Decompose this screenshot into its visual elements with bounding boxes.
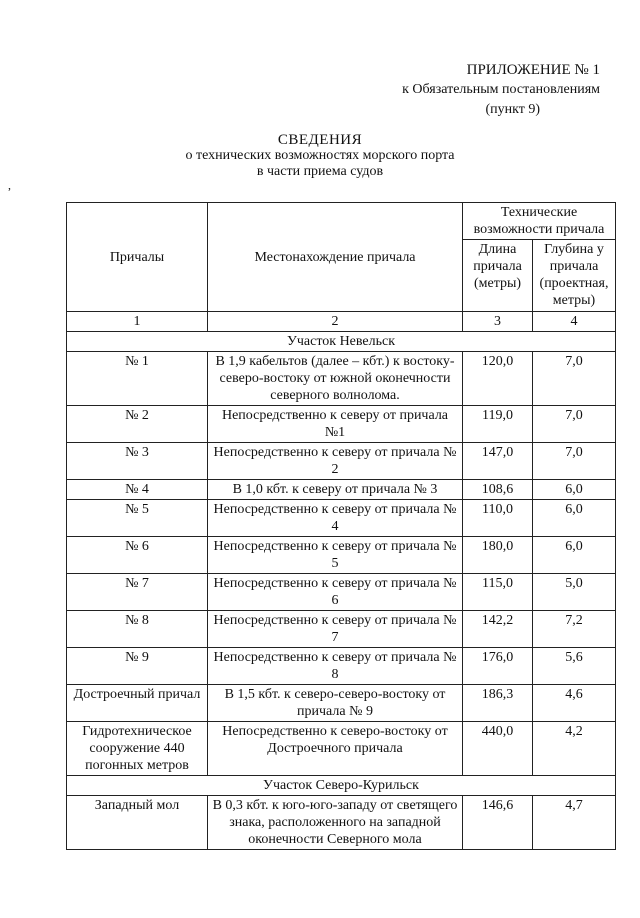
document-subtitle-1: о технических возможностях морского порта xyxy=(185,148,455,163)
section-name: Участок Северо-Курильск xyxy=(67,776,616,796)
section-row xyxy=(67,776,616,796)
cell-length: 110,0 xyxy=(463,500,533,537)
cell-berth: Достроечный причал xyxy=(67,685,208,722)
table-row xyxy=(67,648,616,685)
cell-depth: 7,0 xyxy=(533,443,616,480)
cell-depth: 6,0 xyxy=(533,500,616,537)
cell-depth: 4,6 xyxy=(533,685,616,722)
colnum-1: 1 xyxy=(67,312,208,332)
cell-location: Непосредственно к северу от причала № 8 xyxy=(208,648,463,685)
cell-location: В 1,5 кбт. к северо-северо-востоку от причала № 9 xyxy=(208,685,463,722)
cell-length: 120,0 xyxy=(463,352,533,406)
cell-depth: 7,0 xyxy=(533,406,616,443)
table-row xyxy=(67,480,616,500)
cell-length: 108,6 xyxy=(463,480,533,500)
cell-location: Непосредственно к северу от причала № 6 xyxy=(208,574,463,611)
cell-length: 186,3 xyxy=(463,685,533,722)
cell-berth: № 8 xyxy=(67,611,208,648)
header-berths: Причалы xyxy=(67,203,208,312)
cell-berth: № 5 xyxy=(67,500,208,537)
cell-berth: № 9 xyxy=(67,648,208,685)
cell-location: Непосредственно к северу от причала №1 xyxy=(208,406,463,443)
header-tech: Технические возможности причала xyxy=(463,203,616,240)
table-row xyxy=(67,537,616,574)
cell-berth: № 3 xyxy=(67,443,208,480)
cell-location: Непосредственно к северо-востоку от Достроечного причала xyxy=(208,722,463,776)
document-title: СВЕДЕНИЯ xyxy=(277,132,363,148)
cell-location: В 1,0 кбт. к северу от причала № 3 xyxy=(208,480,463,500)
cell-length: 180,0 xyxy=(463,537,533,574)
cell-location: В 0,3 кбт. к юго-юго-западу от светящего знака, расположенного на западной оконечности Северного мола xyxy=(208,796,463,850)
cell-length: 115,0 xyxy=(463,574,533,611)
cell-length: 146,6 xyxy=(463,796,533,850)
cell-location: В 1,9 кабельтов (далее – кбт.) к востоку-северо-востоку от южной оконечности северного волнолома. xyxy=(208,352,463,406)
document-header xyxy=(0,132,640,180)
cell-berth: № 4 xyxy=(67,480,208,500)
colnum-4: 4 xyxy=(533,312,616,332)
appendix-reference: к Обязательным постановлениям xyxy=(402,82,600,97)
berths-table xyxy=(66,202,616,850)
section-row xyxy=(67,332,616,352)
cell-berth: № 1 xyxy=(67,352,208,406)
cell-depth: 5,6 xyxy=(533,648,616,685)
table-row xyxy=(67,722,616,776)
cell-berth: № 2 xyxy=(67,406,208,443)
cell-depth: 7,0 xyxy=(533,352,616,406)
appendix-title: ПРИЛОЖЕНИЕ № 1 xyxy=(466,62,600,78)
cell-depth: 7,2 xyxy=(533,611,616,648)
cell-location: Непосредственно к северу от причала № 4 xyxy=(208,500,463,537)
table-row xyxy=(67,500,616,537)
table-row xyxy=(67,611,616,648)
cell-location: Непосредственно к северу от причала № 2 xyxy=(208,443,463,480)
cell-depth: 4,2 xyxy=(533,722,616,776)
cell-length: 142,2 xyxy=(463,611,533,648)
table-row xyxy=(67,796,616,850)
header-location: Местонахождение причала xyxy=(208,203,463,312)
cell-berth: Гидротехническое сооружение 440 погонных метров xyxy=(67,722,208,776)
cell-depth: 5,0 xyxy=(533,574,616,611)
cell-length: 147,0 xyxy=(463,443,533,480)
colnum-2: 2 xyxy=(208,312,463,332)
header-length: Длина причала (метры) xyxy=(463,240,533,312)
cell-length: 440,0 xyxy=(463,722,533,776)
table-row xyxy=(67,443,616,480)
table-row xyxy=(67,574,616,611)
cell-berth: № 7 xyxy=(67,574,208,611)
document-subtitle-2: в части приема судов xyxy=(256,164,384,179)
cell-length: 119,0 xyxy=(463,406,533,443)
cell-location: Непосредственно к северу от причала № 7 xyxy=(208,611,463,648)
scan-mark: , xyxy=(8,178,11,192)
cell-depth: 6,0 xyxy=(533,480,616,500)
colnum-3: 3 xyxy=(463,312,533,332)
cell-depth: 4,7 xyxy=(533,796,616,850)
table-row xyxy=(67,406,616,443)
section-name: Участок Невельск xyxy=(67,332,616,352)
appendix-clause: (пункт 9) xyxy=(485,102,540,117)
cell-location: Непосредственно к северу от причала № 5 xyxy=(208,537,463,574)
appendix-block xyxy=(402,60,600,120)
table-row xyxy=(67,352,616,406)
cell-berth: Западный мол xyxy=(67,796,208,850)
table-row xyxy=(67,685,616,722)
cell-length: 176,0 xyxy=(463,648,533,685)
cell-berth: № 6 xyxy=(67,537,208,574)
cell-depth: 6,0 xyxy=(533,537,616,574)
header-depth: Глубина у причала (проектная, метры) xyxy=(533,240,616,312)
